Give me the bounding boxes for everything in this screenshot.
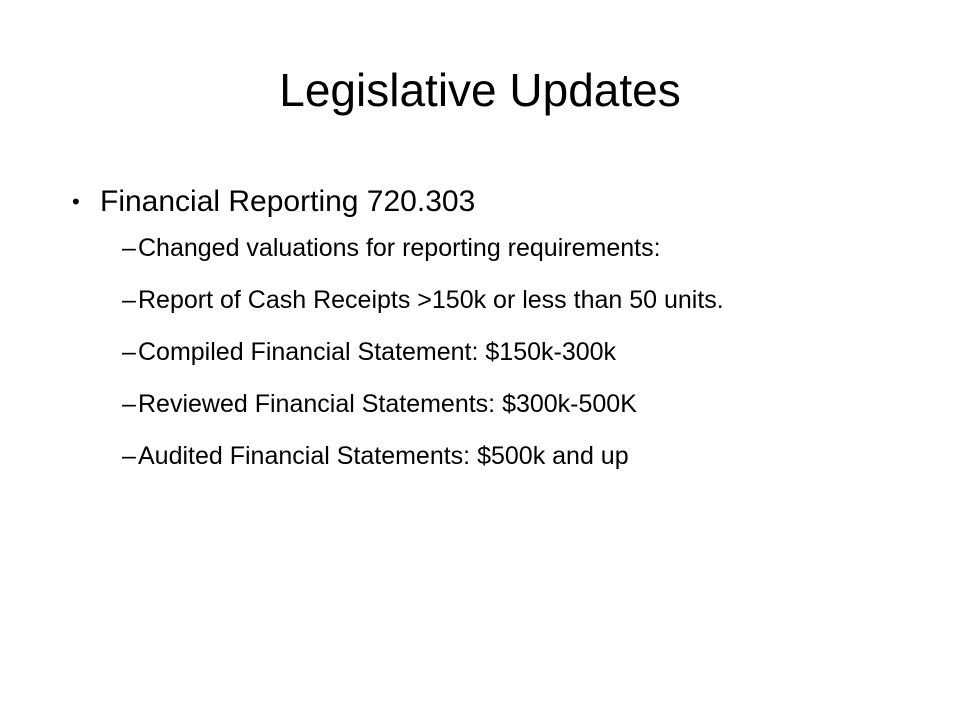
sub-bullet-compiled-statement (84, 336, 904, 369)
sub-bullet-marker: – (122, 338, 136, 366)
sub-bullet-marker: – (122, 234, 136, 262)
bullet-text: Financial Reporting 720.303 (100, 185, 476, 218)
slide-content (72, 180, 904, 492)
sub-bullet-text: Audited Financial Statements: $500k and up (138, 442, 629, 470)
bullet-marker: • (72, 189, 80, 214)
sub-bullet-marker: – (122, 390, 136, 418)
sub-bullet-changed-valuations (84, 232, 904, 265)
sub-bullet-text: Reviewed Financial Statements: $300k-500K (138, 390, 637, 418)
slide-title: Legislative Updates (279, 64, 681, 116)
sub-bullet-list (84, 232, 904, 473)
sub-bullet-cash-receipts (84, 284, 904, 317)
bullet-financial-reporting (72, 180, 904, 224)
sub-bullet-audited-statements (84, 440, 904, 473)
sub-bullet-reviewed-statements (84, 388, 904, 421)
sub-bullet-marker: – (122, 442, 136, 470)
sub-bullet-marker: – (122, 286, 136, 314)
sub-bullet-text: Changed valuations for reporting requirements: (138, 234, 661, 262)
sub-bullet-text: Report of Cash Receipts >150k or less than 50 units. (138, 286, 724, 314)
sub-bullet-text: Compiled Financial Statement: $150k-300k (138, 338, 617, 366)
